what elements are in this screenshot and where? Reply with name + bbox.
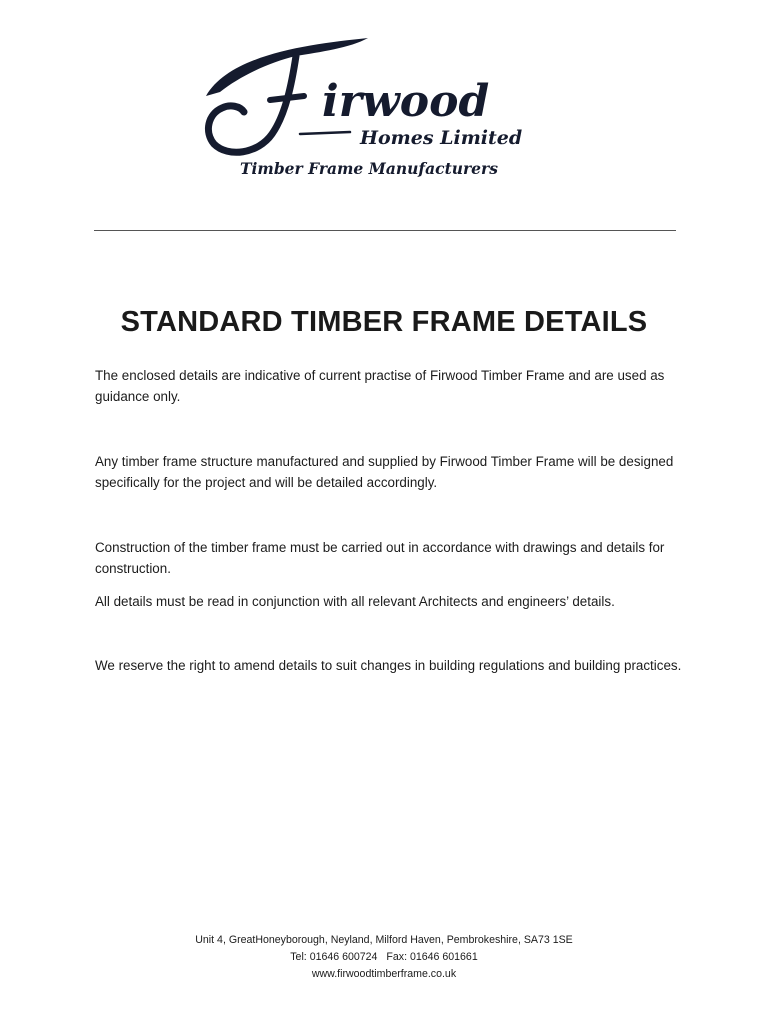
footer-contact xyxy=(84,949,684,966)
logo-name: irwood xyxy=(322,76,490,127)
company-logo xyxy=(200,34,580,184)
logo-tagline: Timber Frame Manufacturers xyxy=(240,159,498,178)
paragraph-amendments: We reserve the right to amend details to suit changes in building regulations and building practices. xyxy=(95,658,682,673)
paragraph-construction: Construction of the timber frame must be carried out in accordance with drawings and details for construction. xyxy=(95,540,665,576)
footer-website[interactable]: www.firwoodtimberframe.co.uk xyxy=(311,968,457,980)
logo-underline xyxy=(300,132,350,134)
paragraph-guidance: The enclosed details are indicative of current practise of Firwood Timber Frame and are used as guidance only. xyxy=(95,368,665,404)
footer-tel: Tel: 01646 600724 xyxy=(290,951,378,963)
page-footer xyxy=(84,932,684,983)
header-divider xyxy=(94,230,676,231)
footer-fax: Fax: 01646 601661 xyxy=(386,951,478,963)
paragraph-design: Any timber frame structure manufactured and supplied by Firwood Timber Frame will be designed specifically for the project and will be detailed accordingly. xyxy=(95,454,674,490)
firwood-logo-mark xyxy=(200,34,580,184)
logo-subname: Homes Limited xyxy=(360,127,523,149)
footer-address: Unit 4, GreatHoneyborough, Neyland, Milford Haven, Pembrokeshire, SA73 1SE xyxy=(195,934,573,946)
document-title: STANDARD TIMBER FRAME DETAILS xyxy=(120,306,648,338)
logo-crossbar xyxy=(270,96,304,100)
paragraph-conjunction: All details must be read in conjunction with all relevant Architects and engineers’ details. xyxy=(95,594,615,609)
